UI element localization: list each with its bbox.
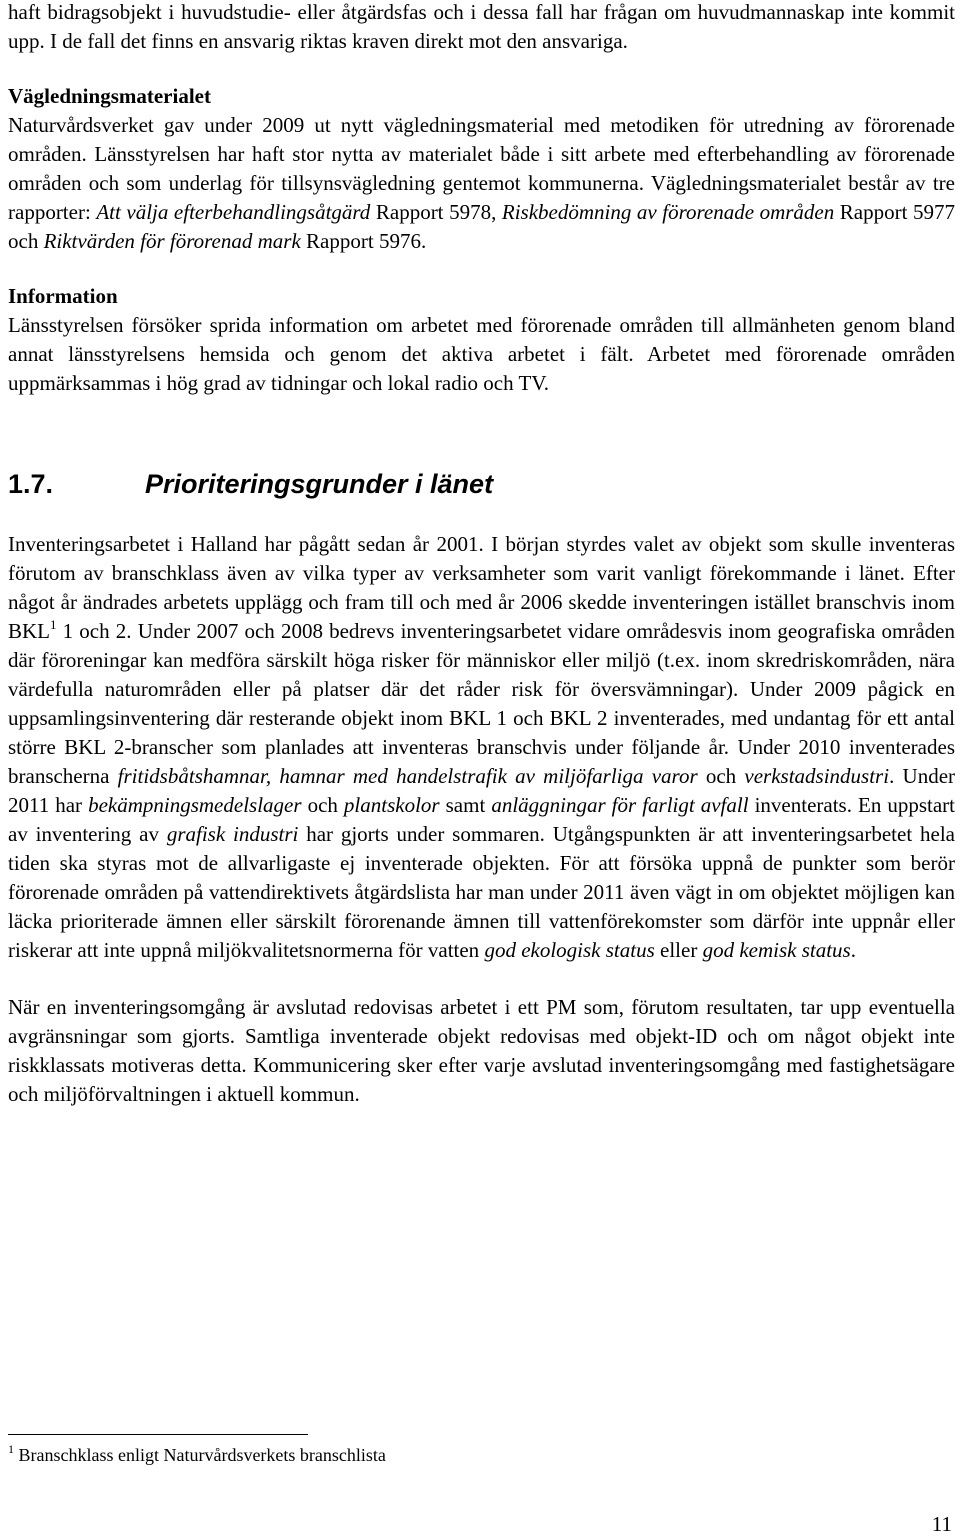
intro-paragraph: haft bidragsobjekt i huvudstudie- eller åtgärdsfas och i dessa fall har frågan om huvudmannaskap inte kommit upp. I de fall det finns en ansvarig riktas kraven direkt mot den ansvariga.	[8, 0, 955, 53]
report-title: Riktvärden för förorenad mark	[43, 229, 301, 253]
footnote-reference[interactable]: 1	[50, 617, 57, 632]
report-title: Riskbedömning av förorenade områden	[501, 200, 835, 224]
guidance-heading: Vägledningsmaterialet	[8, 84, 211, 108]
footnote-divider	[8, 1434, 308, 1435]
guidance-paragraph: Naturvårdsverket gav under 2009 ut nytt vägledningsmaterial med metodiken för utredning av förorenade områden. Länsstyrelsen har haft stor nytta av materialet både i sitt arbete med efterbehandling av förorenade områden och som underlag för tillsynsvägledning gentemot kommunerna. Vägledningsmaterialet består av tre rapporter: Att välja efterbehandlingsåtgärd Rapport 5978, Riskbedömning av förorenade områden Rapport 5977 och Riktvärden för förorenad mark Rapport 5976.	[8, 113, 956, 253]
section-number: 1.7.	[8, 469, 54, 499]
footnote-marker: 1	[8, 1442, 14, 1456]
report-title: Att välja efterbehandlingsåtgärd	[96, 200, 371, 224]
information-paragraph: Länsstyrelsen försöker sprida information om arbetet med förorenade områden till allmänheten genom bland annat länsstyrelsens hemsida och genom det aktiva arbetet i fält. Arbetet med förorenade områden uppmärksammas i hög grad av tidningar och lokal radio och TV.	[8, 313, 955, 395]
footnote	[8, 1443, 386, 1467]
information-heading: Information	[8, 284, 118, 308]
footnote-text: Branschklass enligt Naturvårdsverkets branschlista	[14, 1445, 386, 1465]
document-page	[8, 0, 955, 1109]
section-heading	[8, 464, 955, 504]
closing-paragraph: När en inventeringsomgång är avslutad redovisas arbetet i ett PM som, förutom resultaten, tar upp eventuella avgränsningar som gjorts. Samtliga inventerade objekt redovisas med objekt-ID och om något objekt inte riskklassats motiveras detta. Kommunicering sker efter varje avslutad inventeringsomgång med fastighetsägare och miljöförvaltningen i aktuell kommun.	[8, 995, 955, 1106]
priorities-paragraph: Inventeringsarbetet i Halland har pågått sedan år 2001. I början styrdes valet av objekt som skulle inventeras förutom av branschklass även av vilka typer av verksamheter som varit vanligt förekommande i länet. Efter något år ändrades arbetets upplägg och fram till och med år 2006 skedde inventeringen istället branschvis inom BKL$^1$ 1 och 2. Under 2007 och 2008 bedrevs inventeringsarbetet vidare områdesvis inom geografiska områden där föroreningar kan medföra särskilt höga risker för människor eller miljö (t.ex. inom skredriskområden, nära värdefulla naturområden eller på platser där det råder risk för översvämningar). Under 2009 pågick en uppsamlingsinventering där resterande objekt inom BKL 1 och BKL 2 inventerades, med undantag för ett antal större BKL 2-branscher som planlades att inventeras branschvis under följande år. Under 2010 inventerades branscherna fritidsbåtshamnar, hamnar med handelstrafik av miljöfarliga varor och verkstadsindustri. Under 2011 har bekämpningsmedelslager och plantskolor samt anläggningar för farligt avfall inventerats. En uppstart av inventering av grafisk industri har gjorts under sommaren. Utgångspunkten är att inventeringsarbetet hela tiden ska styras mot de allvarligaste ej inventerade objekten. För att försöka uppnå de punkter som berör förorenade områden på vattendirektivets åtgärdslista har man under 2011 även vägt in om objektet möjligen kan läcka prioriterade ämnen eller särskilt förorenande ämnen till vattenförekomster som därför inte uppnår eller riskerar att inte uppnå miljökvalitetsnormerna för vatten god ekologisk status eller god kemisk status.	[8, 532, 956, 962]
section-title: Prioriteringsgrunder i länet	[145, 469, 494, 499]
page-number: 11	[931, 1512, 952, 1536]
